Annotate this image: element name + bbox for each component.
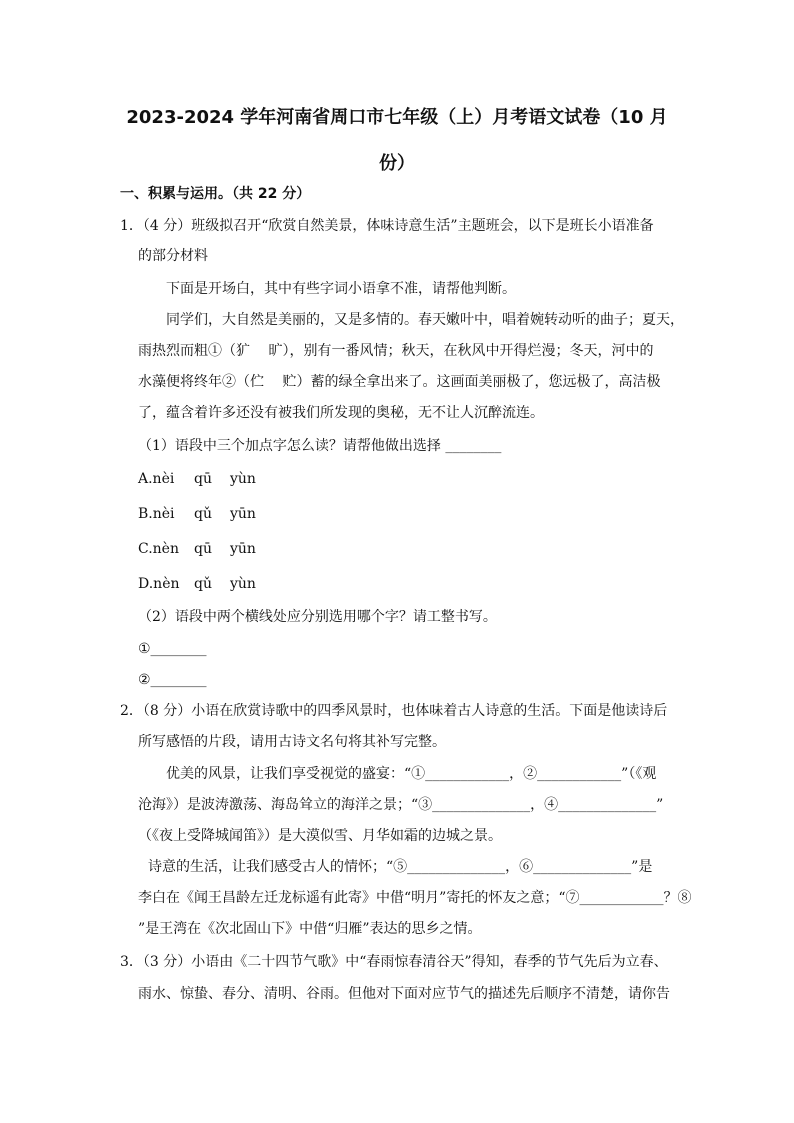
- q1-answer-blank-1: ①________: [138, 641, 207, 657]
- q3-stem-line-1: 3．（3 分）小语由《二十四节气歌》中“春雨惊春清谷天”得知，春季的节气先后为立春、: [120, 954, 668, 970]
- q1-passage-line-3: 水藻便将终年②（伫 贮）蓄的绿全拿出来了。这画面美丽极了，您远极了，高洁极: [138, 374, 661, 390]
- q3-stem-line-2: 雨水、惊蛰、春分、清明、谷雨。但他对下面对应节气的描述先后顺序不清楚，请你告: [138, 986, 670, 1002]
- option-d-pinyin-2: qǔ: [194, 576, 212, 592]
- option-b-pinyin-3: yūn: [230, 506, 256, 522]
- option-c-pinyin-3: yūn: [230, 541, 256, 557]
- page-title: [100, 95, 694, 187]
- q2-para-1-line-1: 优美的风景，让我们享受视觉的盛宴：“①____________，②____________”（《观: [166, 766, 657, 782]
- q1-passage-line-4: 了，蕴含着许多还没有被我们所发现的奥秘，无不让人沉醉流连。: [138, 405, 544, 421]
- q2-para-2-line-3: ”是王湾在《次北固山下》中借“归雁”表达的思乡之情。: [138, 921, 482, 937]
- option-a-pinyin-2: qū: [194, 471, 212, 487]
- option-a-pinyin-3: yùn: [230, 471, 256, 487]
- option-d: [138, 574, 256, 594]
- q2-para-2-line-2: 李白在《闻王昌龄左迁龙标遥有此寄》中借“明月”寄托的怀友之意；“⑦____________？⑧: [138, 890, 692, 906]
- section-heading: 一、积累与运用。（共 22 分）: [120, 186, 311, 202]
- option-a: [138, 469, 256, 489]
- q2-stem-line-1: 2．（8 分）小语在欣赏诗歌中的四季风景时，也体味着古人诗意的生活。下面是他读诗后: [120, 703, 668, 719]
- q1-sub-question-2: （2）语段中两个横线处应分别选用哪个字？请工整书写。: [138, 609, 497, 625]
- q2-stem-line-2: 所写感悟的片段，请用古诗文名句将其补写完整。: [138, 734, 446, 750]
- q2-para-2-line-1: 诗意的生活，让我们感受古人的情怀；“⑤______________，⑥______________”是: [148, 859, 653, 875]
- q1-sub-question-1: （1）语段中三个加点字怎么读？请帮他做出选择 ________: [138, 438, 502, 454]
- title-line-2: 份）: [379, 153, 415, 174]
- q2-para-1-line-2: 沧海》）是波涛激荡、海岛耸立的海洋之景；“③______________，④______________”: [138, 797, 664, 813]
- option-c: [138, 539, 256, 559]
- title-line-1: 2023-2024 学年河南省周口市七年级（上）月考语文试卷（10 月: [126, 107, 668, 128]
- option-d-pinyin-3: yùn: [230, 576, 256, 592]
- q1-answer-blank-2: ②________: [138, 672, 207, 688]
- q1-stem-line-1: 1．（4 分）班级拟召开“欣赏自然美景，体味诗意生活”主题班会，以下是班长小语准备: [120, 218, 654, 234]
- option-b: [138, 504, 256, 524]
- option-d-pinyin-1: D.nèn: [138, 576, 180, 592]
- option-b-pinyin-1: B.nèi: [138, 506, 175, 522]
- q1-stem-line-2: 的部分材料: [138, 248, 208, 264]
- q1-passage-line-2: 雨热烈而粗①（犷 旷），别有一番风情；秋天，在秋风中开得烂漫；冬天，河中的: [138, 343, 654, 359]
- option-c-pinyin-1: C.nèn: [138, 541, 179, 557]
- q2-para-1-line-3: （《夜上受降城闻笛》）是大漠似雪、月华如霜的边城之景。: [138, 828, 502, 844]
- q1-intro: 下面是开场白，其中有些字词小语拿不准，请帮他判断。: [166, 281, 516, 297]
- q1-passage-line-1: 同学们，大自然是美丽的，又是多情的。春天嫩叶中，唱着婉转动听的曲子；夏天，: [166, 312, 684, 328]
- option-c-pinyin-2: qū: [194, 541, 212, 557]
- option-b-pinyin-2: qǔ: [194, 506, 212, 522]
- option-a-pinyin-1: A.nèi: [138, 471, 175, 487]
